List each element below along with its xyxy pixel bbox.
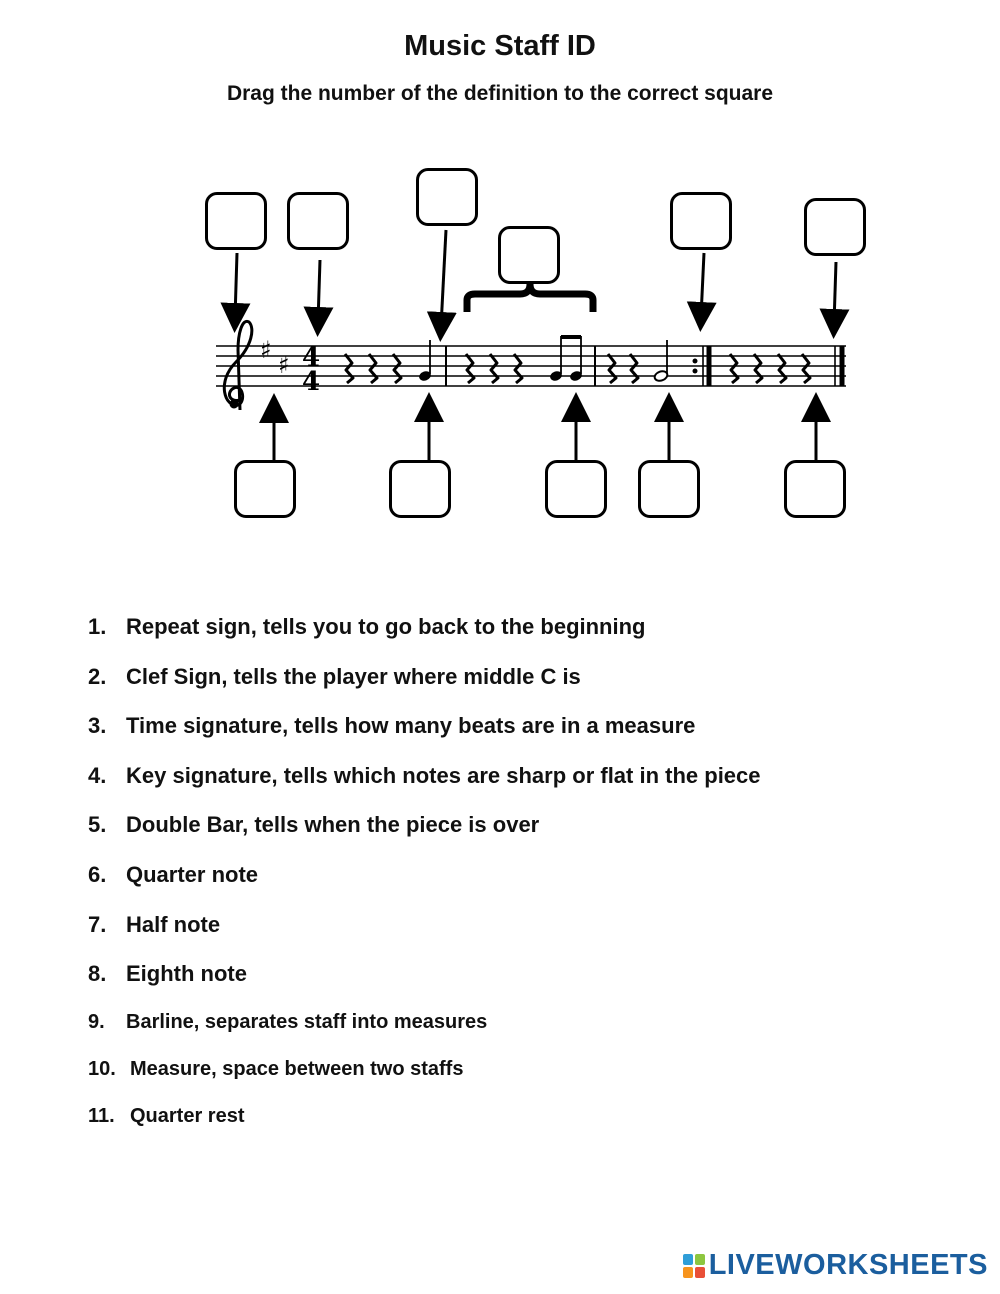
answer-box-eighth-note[interactable] xyxy=(545,460,607,518)
answer-box-measure[interactable] xyxy=(498,226,560,284)
definition-text: Repeat sign, tells you to go back to the beginning xyxy=(126,614,646,639)
answer-box-quarter-note[interactable] xyxy=(389,460,451,518)
definition-text: Half note xyxy=(126,911,221,937)
quarter-rest-icon xyxy=(802,354,810,383)
quarter-rest-icon xyxy=(345,354,353,383)
quarter-rest-icon xyxy=(466,354,474,383)
definition-text: Quarter note xyxy=(126,861,259,887)
quarter-rest-icon xyxy=(730,354,738,383)
answer-box-barline[interactable] xyxy=(416,168,478,226)
definition-number: 8. xyxy=(88,961,107,987)
music-staff-diagram xyxy=(0,150,1000,540)
sharp-icon: ♯ xyxy=(260,336,272,364)
definition-text: Time signature, tells how many beats are in a measure xyxy=(126,713,696,739)
page-subtitle: Drag the number of the definition to the correct square xyxy=(226,82,774,105)
quarter-rest-icon xyxy=(369,354,377,383)
definitions-list xyxy=(88,614,908,1152)
definition-number: 9. xyxy=(88,1010,105,1033)
definition-number: 2. xyxy=(88,663,107,689)
definition-number: 4. xyxy=(88,762,107,788)
time-signature xyxy=(302,343,320,397)
definition-item xyxy=(88,912,908,962)
arrow-down-icon xyxy=(441,230,446,327)
sharp-icon: ♯ xyxy=(278,351,290,379)
definition-text: Clef Sign, tells the player where middle C is xyxy=(126,663,581,689)
answer-box-key-signature[interactable] xyxy=(287,192,349,250)
definition-text: Quarter rest xyxy=(130,1104,245,1127)
answer-box-time-signature[interactable] xyxy=(234,460,296,518)
arrow-down-icon xyxy=(235,253,237,318)
quarter-rest-icon xyxy=(490,354,498,383)
definition-text: Barline, separates staff into measures xyxy=(126,1010,488,1033)
quarter-rest-icon xyxy=(514,354,522,383)
definition-item xyxy=(88,1105,908,1152)
definition-number: 5. xyxy=(88,812,107,838)
arrow-down-icon xyxy=(834,262,836,324)
answer-box-quarter-rest[interactable] xyxy=(784,460,846,518)
definition-item xyxy=(88,961,908,1011)
definition-item xyxy=(88,614,908,664)
quarter-rest-icon xyxy=(608,354,616,383)
time-signature-top: 4 xyxy=(302,343,321,373)
definition-item xyxy=(88,862,908,912)
definition-text: Key signature, tells which notes are sharp or flat in the piece xyxy=(126,762,761,788)
bottom-arrows xyxy=(274,407,816,462)
quarter-rest-icon xyxy=(393,354,401,383)
definition-number: 10. xyxy=(88,1057,116,1080)
answer-box-repeat-sign[interactable] xyxy=(670,192,732,250)
quarter-rest-icon xyxy=(754,354,762,383)
liveworksheets-logo-icon xyxy=(683,1254,705,1278)
definition-number: 7. xyxy=(88,911,107,937)
arrow-down-icon xyxy=(318,260,320,322)
definition-text: Eighth note xyxy=(126,961,247,987)
arrow-down-icon xyxy=(701,253,704,317)
answer-box-half-note[interactable] xyxy=(638,460,700,518)
brand-name: LIVEWORKSHEETS xyxy=(708,1249,988,1281)
liveworksheets-brand[interactable] xyxy=(683,1249,988,1282)
quarter-rest-icon xyxy=(630,354,638,383)
definition-number: 6. xyxy=(88,861,107,887)
key-signature-sharps xyxy=(260,336,290,379)
measure-brace-icon xyxy=(467,284,593,312)
definition-item xyxy=(88,1058,908,1105)
definition-number: 11. xyxy=(88,1104,115,1127)
answer-box-clef[interactable] xyxy=(205,192,267,250)
definition-text: Measure, space between two staffs xyxy=(130,1057,464,1080)
definition-item xyxy=(88,713,908,763)
definition-item xyxy=(88,1011,908,1058)
definition-number: 3. xyxy=(88,713,107,739)
definition-item xyxy=(88,812,908,862)
definition-item xyxy=(88,763,908,813)
time-signature-bottom: 4 xyxy=(302,367,321,397)
definition-item xyxy=(88,664,908,714)
answer-box-double-bar[interactable] xyxy=(804,198,866,256)
definition-number: 1. xyxy=(88,614,107,639)
definition-text: Double Bar, tells when the piece is over xyxy=(126,812,540,838)
quarter-rest-icon xyxy=(778,354,786,383)
page-title: Music Staff ID xyxy=(404,30,596,62)
